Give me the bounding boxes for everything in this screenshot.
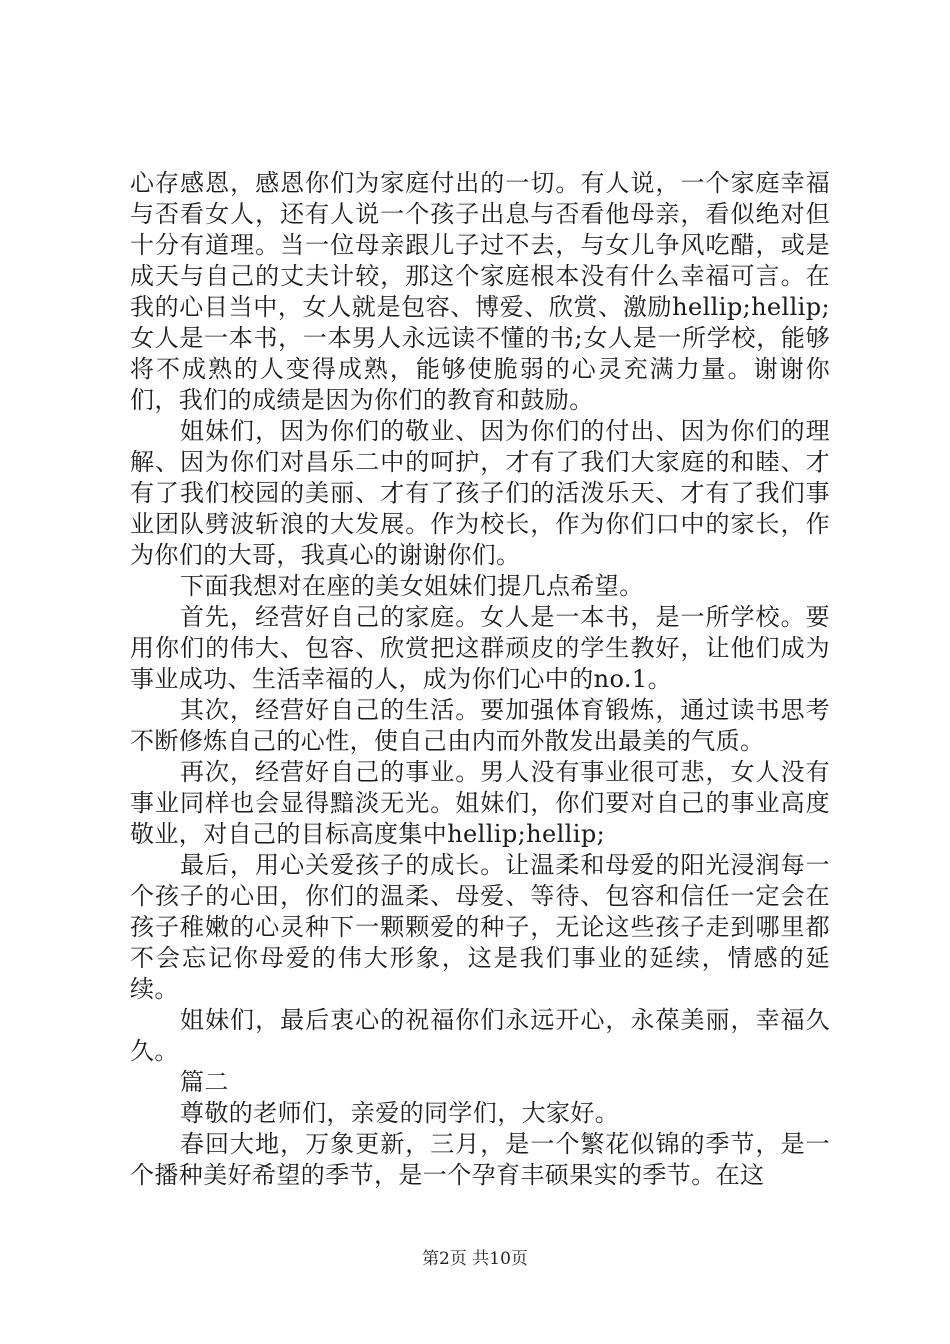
paragraph-10: 春回大地，万象更新，三月，是一个繁花似锦的季节，是一个播种美好希望的季节，是一个孕育丰硕果实的季节。在这 — [130, 1130, 830, 1189]
paragraph-7: 最后，用心关爱孩子的成长。让温柔和母爱的阳光浸润每一个孩子的心田，你们的温柔、母爱、等待、包容和信任一定会在孩子稚嫩的心灵种下一颗颗爱的种子，无论这些孩子走到哪里都不会忘记你母爱的伟大形象，这是我们事业的延续，情感的延续。 — [130, 851, 830, 1003]
paragraph-5: 其次，经营好自己的生活。要加强体育锻炼，通过读书思考不断修炼自己的心性，使自己由内而外散发出最美的气质。 — [130, 696, 830, 755]
paragraph-8: 姐妹们，最后衷心的祝福你们永远开心，永葆美丽，幸福久久。 — [130, 1006, 830, 1065]
paragraph-3: 下面我想对在座的美女姐妹们提几点希望。 — [180, 572, 644, 600]
paragraph-6: 再次，经营好自己的事业。男人没有事业很可悲，女人没有事业同样也会显得黯淡无光。姐妹们，你们要对自己的事业高度敬业，对自己的目标高度集中hellip;hellip; — [130, 758, 830, 848]
paragraph-1: 心存感恩，感恩你们为家庭付出的一切。有人说，一个家庭幸福与否看女人，还有人说一个孩子出息与否看他母亲，看似绝对但十分有道理。当一位母亲跟儿子过不去，与女儿争风吃醋，或是成天与自己的丈夫计较，那这个家庭根本没有什么幸福可言。在我的心目当中，女人就是包容、博爱、欣赏、激励hellip;hellip;女人是一本书，一本男人永远读不懂的书;女人是一所学校，能够将不成熟的人变得成熟，能够使脆弱的心灵充满力量。谢谢你们，我们的成绩是因为你们的教育和鼓励。 — [130, 169, 830, 414]
paragraph-4: 首先，经营好自己的家庭。女人是一本书，是一所学校。要用你们的伟大、包容、欣赏把这群顽皮的学生教好，让他们成为事业成功、生活幸福的人，成为你们心中的no.1。 — [130, 603, 830, 693]
document-body — [130, 168, 830, 1191]
paragraph-2: 姐妹们，因为你们的敬业、因为你们的付出、因为你们的理解、因为你们对昌乐二中的呵护，才有了我们大家庭的和睦、才有了我们校园的美丽、才有了孩子们的活泼乐天、才有了我们事业团队劈波斩浪的大发展。作为校长，作为你们口中的家长，作为你们的大哥，我真心的谢谢你们。 — [130, 417, 830, 569]
section-heading: 篇二 — [180, 1068, 229, 1096]
page-footer: 第2页 共10页 — [422, 1249, 528, 1269]
paragraph-greeting: 尊敬的老师们，亲爱的同学们，大家好。 — [180, 1099, 620, 1127]
